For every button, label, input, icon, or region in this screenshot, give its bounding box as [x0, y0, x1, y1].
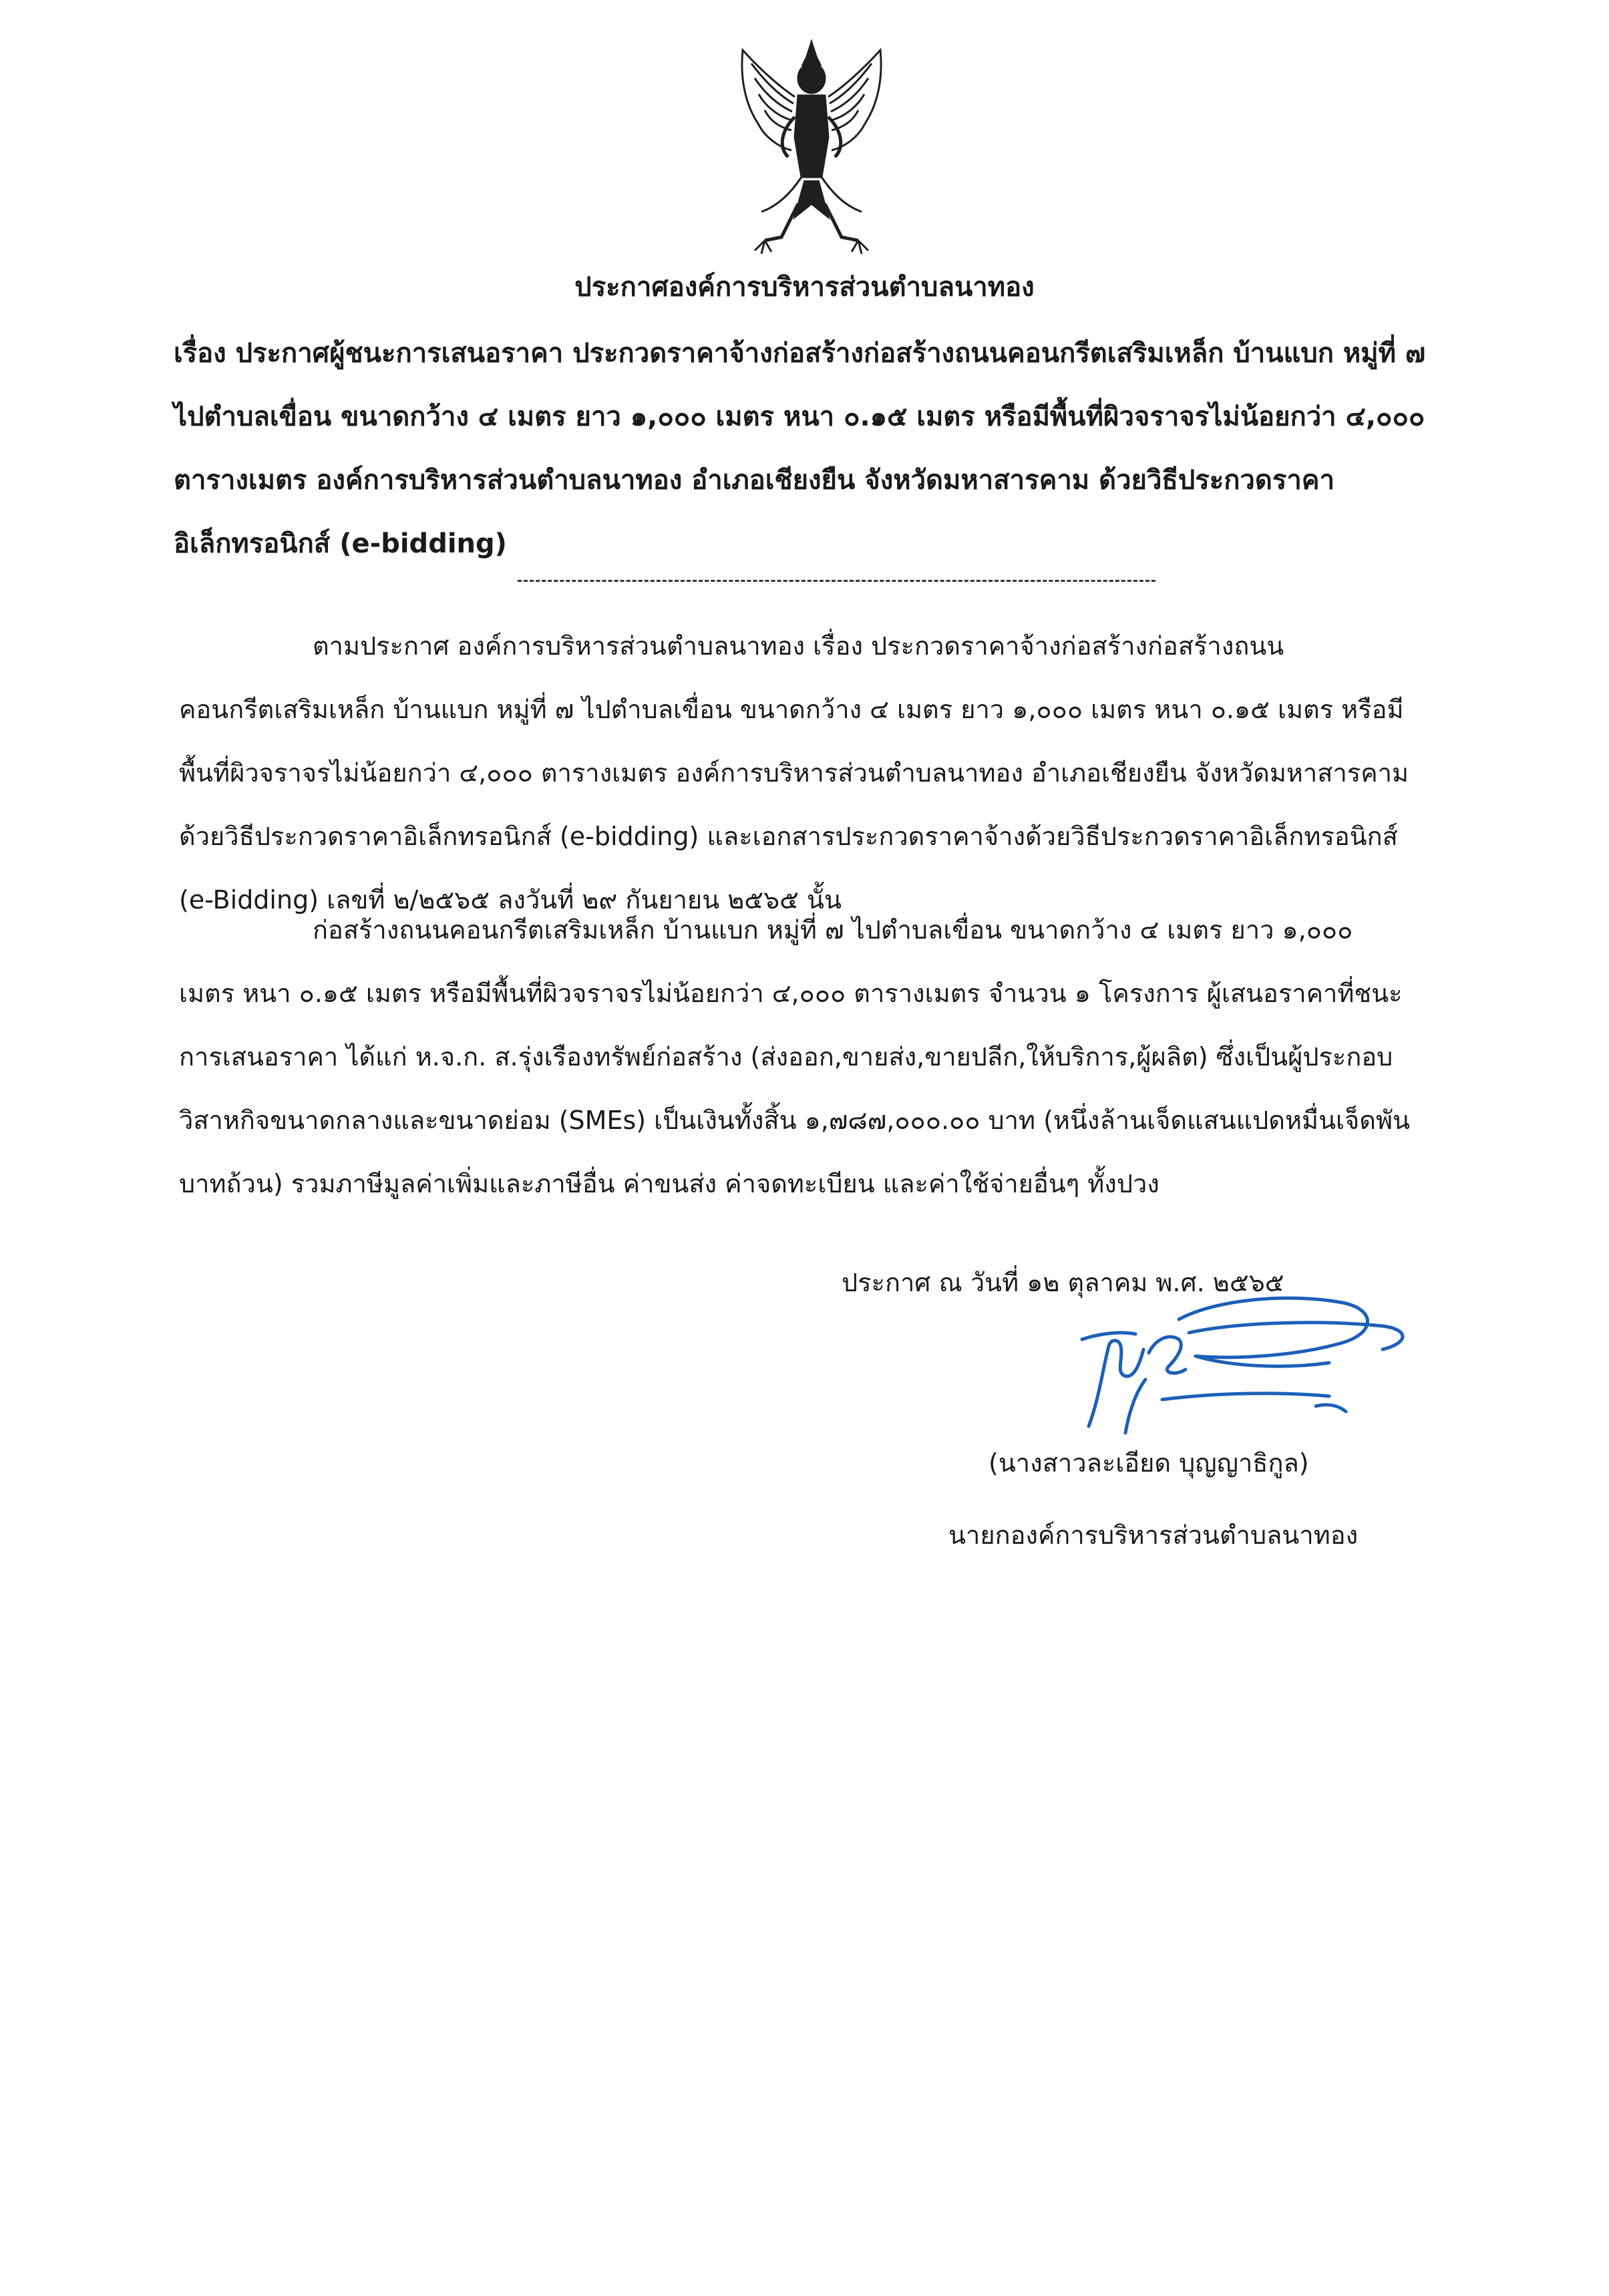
paragraph-line: การเสนอราคา ได้แก่ ห.จ.ก. ส.รุ่งเรืองทรัพย์ก่อสร้าง (ส่งออก,ขายส่ง,ขายปลีก,ให้บริการ,ผู้ผลิต) ซึ่งเป็นผู้ประกอบ: [179, 1042, 1393, 1072]
paragraph-line: บาทถ้วน) รวมภาษีมูลค่าเพิ่มและภาษีอื่น ค่าขนส่ง ค่าจดทะเบียน และค่าใช้จ่ายอื่นๆ ทั้งปวง: [179, 1169, 1159, 1198]
paragraph-line: วิสาหกิจขนาดกลางและขนาดย่อม (SMEs) เป็นเงินทั้งสิ้น ๑,๗๘๗,๐๐๐.๐๐ บาท (หนึ่งล้านเจ็ดแสนแปดหมื่นเจ็ดพัน: [179, 1106, 1410, 1135]
subject-line: ไปตำบลเขื่อน ขนาดกว้าง ๔ เมตร ยาว ๑,๐๐๐ เมตร หนา ๐.๑๕ เมตร หรือมีพื้นที่ผิวจราจรไม่น้อยกว่า ๔,๐๐๐: [174, 401, 1425, 432]
org-title: ประกาศองค์การบริหารส่วนตำบลนาทอง: [574, 272, 1035, 303]
signer-name: (นางสาวละเอียด บุญญาธิกูล): [989, 1448, 1309, 1478]
subject-line: อิเล็กทรอนิกส์ (e-bidding): [174, 528, 507, 559]
paragraph-line: ก่อสร้างถนนคอนกรีตเสริมเหล็ก บ้านแบก หมู่ที่ ๗ ไปตำบลเขื่อน ขนาดกว้าง ๔ เมตร ยาว ๑,๐๐๐: [313, 915, 1353, 945]
paragraph-line: เมตร หนา ๐.๑๕ เมตร หรือมีพื้นที่ผิวจราจรไม่น้อยกว่า ๔,๐๐๐ ตารางเมตร จำนวน ๑ โครงการ ผู้เสนอราคาที่ชนะ: [179, 979, 1403, 1008]
subject-line: เรื่อง ประกาศผู้ชนะการเสนอราคา ประกวดราคาจ้างก่อสร้างก่อสร้างถนนคอนกรีตเสริมเหล็ก บ้านแบก หมู่ที่ ๗: [174, 338, 1426, 369]
paragraph-line: คอนกรีตเสริมเหล็ก บ้านแบก หมู่ที่ ๗ ไปตำบลเขื่อน ขนาดกว้าง ๔ เมตร ยาว ๑,๐๐๐ เมตร หนา ๐.๑๕ เมตร หรือมี: [179, 695, 1404, 724]
dashed-divider: [518, 580, 1155, 582]
garuda-emblem-icon: [728, 37, 895, 257]
announcement-date: ประกาศ ณ วันที่ ๑๒ ตุลาคม พ.ศ. ๒๕๖๕: [842, 1268, 1284, 1297]
subject-line: ตารางเมตร องค์การบริหารส่วนตำบลนาทอง อำเภอเชียงยืน จังหวัดมหาสารคาม ด้วยวิธีประกวดราคา: [174, 465, 1335, 496]
signer-position: นายกองค์การบริหารส่วนตำบลนาทอง: [948, 1520, 1359, 1550]
paragraph-line: ด้วยวิธีประกวดราคาอิเล็กทรอนิกส์ (e-bidding) และเอกสารประกวดราคาจ้างด้วยวิธีประกวดราคาอิเล็กทรอนิกส์: [179, 822, 1398, 851]
paragraph-line: (e-Bidding) เลขที่ ๒/๒๕๖๕ ลงวันที่ ๒๙ กันยายน ๒๕๖๕ นั้น: [179, 885, 842, 915]
subject: [174, 322, 1496, 576]
paragraph-winner: [179, 898, 1488, 1216]
signature-icon: [1062, 1293, 1476, 1453]
paragraph-line: ตามประกาศ องค์การบริหารส่วนตำบลนาทอง เรื่อง ประกวดราคาจ้างก่อสร้างก่อสร้างถนน: [313, 631, 1284, 661]
paragraph-announcement: [179, 615, 1488, 932]
paragraph-line: พื้นที่ผิวจราจรไม่น้อยกว่า ๔,๐๐๐ ตารางเมตร องค์การบริหารส่วนตำบลนาทอง อำเภอเชียงยืน จังหวัดมหาสารคาม: [179, 758, 1409, 788]
